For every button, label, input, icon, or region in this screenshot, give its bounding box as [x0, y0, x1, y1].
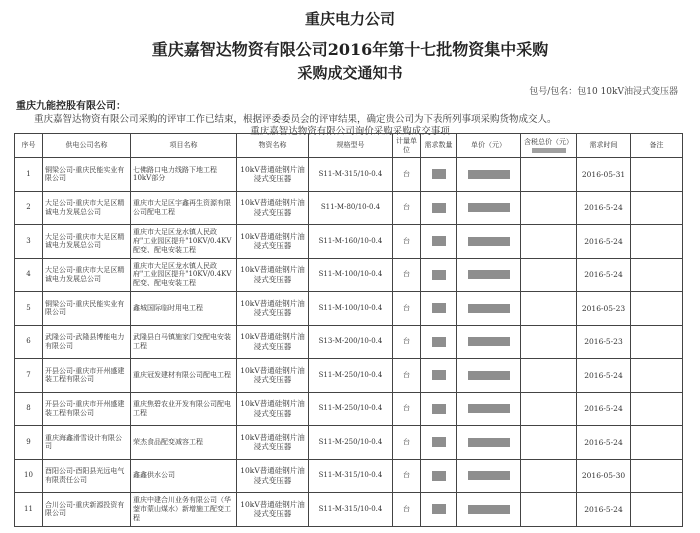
header-cell: 需求数量 — [421, 134, 457, 158]
supply-company: 大足公司-重庆市大足区精诚电力发展总公司 — [43, 225, 131, 259]
total-price-redacted — [521, 325, 577, 359]
spec-model: S13-M-200/10-0.4 — [309, 325, 393, 359]
unit: 台 — [393, 292, 421, 326]
row-number: 3 — [15, 225, 43, 259]
material-name: 10kV普通硅钢片油浸式变压器 — [237, 426, 309, 460]
material-name: 10kV普通硅钢片油浸式变压器 — [237, 359, 309, 393]
row-number: 4 — [15, 258, 43, 292]
total-price-redacted — [521, 392, 577, 426]
remarks — [631, 493, 683, 527]
unit-price-redacted — [457, 493, 521, 527]
demand-date: 2016-05-23 — [577, 292, 631, 326]
redaction-bar — [468, 337, 510, 346]
row-number: 9 — [15, 426, 43, 460]
quantity-redacted — [421, 392, 457, 426]
header-cell: 需求时间 — [577, 134, 631, 158]
redaction-block — [432, 337, 446, 347]
unit: 台 — [393, 258, 421, 292]
project-name: 鑫城国际临时用电工程 — [131, 292, 237, 326]
material-name: 10kV普通硅钢片油浸式变压器 — [237, 191, 309, 225]
header-total-label: 含税总价（元） — [524, 137, 573, 146]
redaction-bar — [468, 371, 510, 380]
company-name: 重庆电力公司 — [304, 10, 395, 28]
demand-date: 2016-5-24 — [577, 258, 631, 292]
unit: 台 — [393, 392, 421, 426]
spec-model: S11-M-250/10-0.4 — [309, 392, 393, 426]
material-name: 10kV普通硅钢片油浸式变压器 — [237, 292, 309, 326]
header-cell: 计量单位 — [393, 134, 421, 158]
unit: 台 — [393, 459, 421, 493]
project-name: 重庆焦碧农业开发有限公司配电工程 — [131, 392, 237, 426]
remarks — [631, 359, 683, 393]
demand-date: 2016-5-23 — [577, 325, 631, 359]
spec-model: S11-M-160/10-0.4 — [309, 225, 393, 259]
table-row — [15, 392, 683, 426]
unit: 台 — [393, 325, 421, 359]
redaction-block — [432, 236, 446, 246]
document-title: 重庆嘉智达物资有限公司2016年第十七批物资集中采购 — [151, 40, 549, 59]
unit: 台 — [393, 426, 421, 460]
recipient: 重庆九能控股有限公司： — [16, 101, 126, 112]
supply-company: 铜梁公司-重庆民能实业有限公司 — [43, 158, 131, 192]
table-row — [15, 459, 683, 493]
notice-paragraph: 重庆嘉智达物资有限公司采购的评审工作已结束，根据评委委员会的评审结果，确定贵公司为下表所列事项采购货物成交人。 — [34, 114, 557, 125]
redaction-bar — [468, 304, 510, 313]
row-number: 6 — [15, 325, 43, 359]
table-row — [15, 225, 683, 259]
supply-company: 武隆公司-武隆县博能电力有限公司 — [43, 325, 131, 359]
quantity-redacted — [421, 459, 457, 493]
quantity-redacted — [421, 292, 457, 326]
project-name: 重庆冠发建材有限公司配电工程 — [131, 359, 237, 393]
redaction-block — [432, 404, 446, 414]
redaction-bar — [468, 404, 510, 413]
unit-price-redacted — [457, 225, 521, 259]
quantity-redacted — [421, 493, 457, 527]
table-row — [15, 292, 683, 326]
demand-date: 2016-5-24 — [577, 359, 631, 393]
spec-model: S11-M-100/10-0.4 — [309, 292, 393, 326]
unit-price-redacted — [457, 292, 521, 326]
redaction-block — [432, 471, 446, 481]
unit-price-redacted — [457, 258, 521, 292]
row-number: 5 — [15, 292, 43, 326]
row-number: 7 — [15, 359, 43, 393]
total-price-redacted — [521, 225, 577, 259]
material-name: 10kV普通硅钢片油浸式变压器 — [237, 258, 309, 292]
remarks — [631, 459, 683, 493]
redaction-block — [432, 203, 446, 213]
project-name: 重庆市大足区龙水镇人民政府"工业园区提升"10KV/0.4KV配变、配电安装工程 — [131, 258, 237, 292]
header-cell: 物资名称 — [237, 134, 309, 158]
demand-date: 2016-5-24 — [577, 426, 631, 460]
redaction-bar — [468, 505, 510, 514]
row-number: 11 — [15, 493, 43, 527]
redaction-block — [432, 169, 446, 179]
material-name: 10kV普通硅钢片油浸式变压器 — [237, 392, 309, 426]
unit-price-redacted — [457, 191, 521, 225]
quantity-redacted — [421, 426, 457, 460]
award-table — [14, 133, 683, 527]
quantity-redacted — [421, 325, 457, 359]
remarks — [631, 191, 683, 225]
header-cell: 项目名称 — [131, 134, 237, 158]
redaction-bar — [468, 471, 510, 480]
supply-company: 大足公司-重庆市大足区精诚电力发展总公司 — [43, 191, 131, 225]
total-price-redacted — [521, 191, 577, 225]
demand-date: 2016-5-24 — [577, 191, 631, 225]
document-subtitle: 采购成交通知书 — [297, 64, 403, 82]
header-cell: 序号 — [15, 134, 43, 158]
supply-company: 酉阳公司-酉阳县光远电气有限责任公司 — [43, 459, 131, 493]
unit: 台 — [393, 225, 421, 259]
table-row — [15, 493, 683, 527]
spec-model: S11-M-100/10-0.4 — [309, 258, 393, 292]
row-number: 1 — [15, 158, 43, 192]
material-name: 10kV普通硅钢片油浸式变压器 — [237, 158, 309, 192]
total-price-redacted — [521, 426, 577, 460]
row-number: 10 — [15, 459, 43, 493]
quantity-redacted — [421, 359, 457, 393]
quantity-redacted — [421, 225, 457, 259]
unit-price-redacted — [457, 459, 521, 493]
redaction-block — [432, 303, 446, 313]
total-price-redacted — [521, 459, 577, 493]
header-cell: 单价（元） — [457, 134, 521, 158]
table-row — [15, 191, 683, 225]
project-name: 重庆市大足区宇鑫再生资源有限公司配电工程 — [131, 191, 237, 225]
unit-price-redacted — [457, 325, 521, 359]
supply-company: 开县公司-重庆市开州盛建装工程有限公司 — [43, 359, 131, 393]
spec-model: S11-M-315/10-0.4 — [309, 158, 393, 192]
demand-date: 2016-05-30 — [577, 459, 631, 493]
remarks — [631, 225, 683, 259]
table-caption: 重庆嘉智达物资有限公司询价采购采购成交事项 — [250, 126, 450, 137]
total-price-redacted — [521, 258, 577, 292]
total-price-redacted — [521, 158, 577, 192]
quantity-redacted — [421, 258, 457, 292]
table-header-row — [15, 134, 683, 158]
redaction-bar — [468, 170, 510, 179]
unit: 台 — [393, 158, 421, 192]
unit-price-redacted — [457, 392, 521, 426]
unit-price-redacted — [457, 359, 521, 393]
unit: 台 — [393, 493, 421, 527]
demand-date: 2016-5-24 — [577, 392, 631, 426]
redaction-block — [432, 270, 446, 280]
quantity-redacted — [421, 158, 457, 192]
project-name: 荣杰食品配变减容工程 — [131, 426, 237, 460]
project-name: 七佛路口电力线路下地工程10kV部分 — [131, 158, 237, 192]
remarks — [631, 258, 683, 292]
table-row — [15, 325, 683, 359]
redaction-bar — [468, 270, 510, 279]
supply-company: 铜梁公司-重庆民能实业有限公司 — [43, 292, 131, 326]
project-name: 武隆县白马镇施家门变配电安装工程 — [131, 325, 237, 359]
material-name: 10kV普通硅钢片油浸式变压器 — [237, 493, 309, 527]
package-label: 包号/包名：包10 10kV油浸式变压器 — [529, 87, 678, 97]
total-price-redacted — [521, 493, 577, 527]
unit: 台 — [393, 191, 421, 225]
project-name: 鑫鑫供水公司 — [131, 459, 237, 493]
spec-model: S11-M-250/10-0.4 — [309, 426, 393, 460]
remarks — [631, 158, 683, 192]
supply-company: 合川公司-重庆新源投资有限公司 — [43, 493, 131, 527]
spec-model: S11-M-315/10-0.4 — [309, 459, 393, 493]
material-name: 10kV普通硅钢片油浸式变压器 — [237, 225, 309, 259]
unit: 台 — [393, 359, 421, 393]
table-row — [15, 158, 683, 192]
header-cell-total — [521, 134, 577, 158]
supply-company: 大足公司-重庆市大足区精诚电力发展总公司 — [43, 258, 131, 292]
material-name: 10kV普通硅钢片油浸式变压器 — [237, 459, 309, 493]
demand-date: 2016-05-31 — [577, 158, 631, 192]
header-cell: 备注 — [631, 134, 683, 158]
quantity-redacted — [421, 191, 457, 225]
row-number: 2 — [15, 191, 43, 225]
unit-price-redacted — [457, 426, 521, 460]
remarks — [631, 392, 683, 426]
unit-price-redacted — [457, 158, 521, 192]
redaction-block — [432, 504, 446, 514]
redaction-bar — [468, 237, 510, 246]
total-price-redacted — [521, 359, 577, 393]
remarks — [631, 325, 683, 359]
spec-model: S11-M-80/10-0.4 — [309, 191, 393, 225]
spec-model: S11-M-315/10-0.4 — [309, 493, 393, 527]
table-row — [15, 258, 683, 292]
demand-date: 2016-5-24 — [577, 493, 631, 527]
redaction-bar — [468, 438, 510, 447]
remarks — [631, 292, 683, 326]
row-number: 8 — [15, 392, 43, 426]
header-cell: 规格型号 — [309, 134, 393, 158]
material-name: 10kV普通硅钢片油浸式变压器 — [237, 325, 309, 359]
table-row — [15, 359, 683, 393]
supply-company: 重庆海鑫滑雪设计有限公司 — [43, 426, 131, 460]
table-row — [15, 426, 683, 460]
total-price-redacted — [521, 292, 577, 326]
redaction-block — [432, 437, 446, 447]
supply-company: 开县公司-重庆市开州盛建装工程有限公司 — [43, 392, 131, 426]
remarks — [631, 426, 683, 460]
redaction-bar — [532, 148, 566, 153]
header-cell: 供电公司名称 — [43, 134, 131, 158]
demand-date: 2016-5-24 — [577, 225, 631, 259]
project-name: 重庆中建合川业务有限公司（华蓥市蒙山煤水）新增施工配变工程 — [131, 493, 237, 527]
redaction-bar — [468, 203, 510, 212]
redaction-block — [432, 370, 446, 380]
project-name: 重庆市大足区龙水镇人民政府"工业园区提升"10KV/0.4KV配变、配电安装工程 — [131, 225, 237, 259]
spec-model: S11-M-250/10-0.4 — [309, 359, 393, 393]
